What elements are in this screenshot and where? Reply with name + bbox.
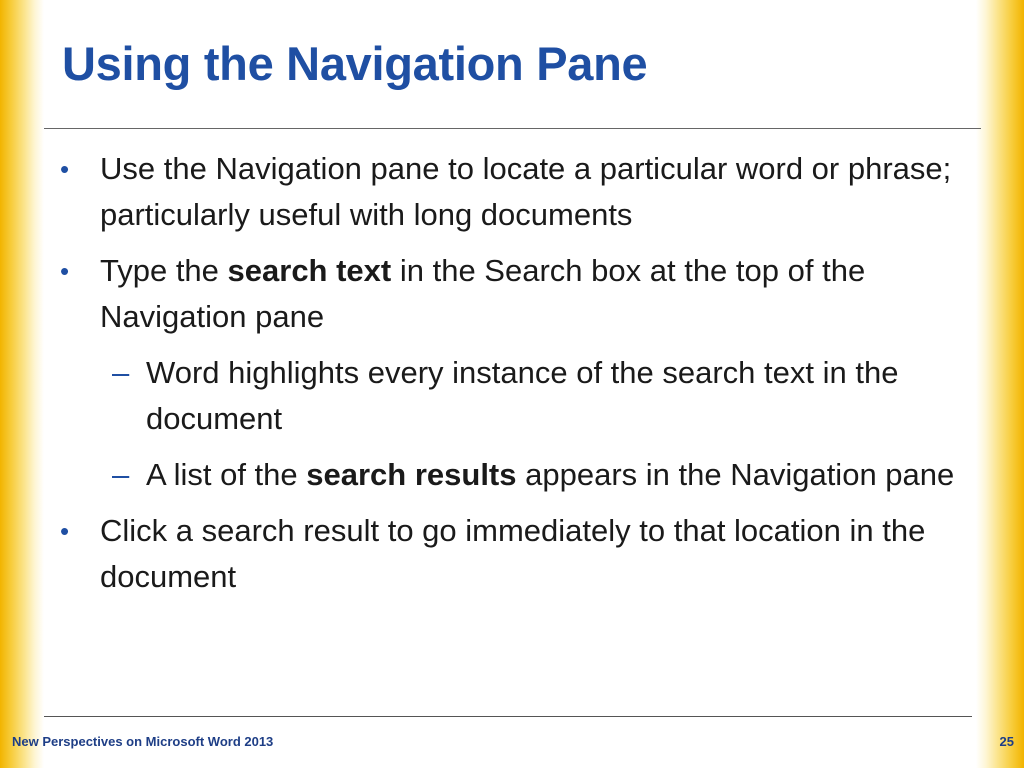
sub-bullet-marker: – <box>112 457 130 492</box>
bullet-text-after: in the Search box at the top of the Navigation pane <box>100 253 866 334</box>
bullet-text: Use the Navigation pane to locate a particular word or phrase; particularly useful with long documents <box>100 151 952 232</box>
slide-number: 25 <box>999 734 1014 749</box>
sub-bullet-marker: – <box>112 355 130 390</box>
footer-divider <box>44 716 972 717</box>
bullet-marker: • <box>60 256 70 286</box>
sub-bullet-text-after: appears in the Navigation pane <box>516 457 955 492</box>
sub-bullet-text: Word highlights every instance of the search text in the document <box>146 355 899 436</box>
footer-course-title: New Perspectives on Microsoft Word 2013 <box>12 734 274 749</box>
bullet-item <box>56 508 956 600</box>
sub-bullet-text-before: A list of the <box>146 457 307 492</box>
bullet-item <box>56 248 956 340</box>
right-gold-edge <box>976 0 1024 768</box>
sub-bullet-text-bold: search results <box>306 457 517 492</box>
bullet-item <box>56 146 956 238</box>
slide-title: Using the Navigation Pane <box>62 37 648 90</box>
left-gold-edge <box>0 0 44 768</box>
sub-bullet-item <box>56 452 956 498</box>
sub-bullet-item <box>56 350 956 442</box>
slide-body <box>56 146 956 610</box>
bullet-text-before: Type the <box>100 253 228 288</box>
bullet-marker: • <box>60 154 70 184</box>
bullet-text: Click a search result to go immediately to that location in the document <box>100 513 926 594</box>
bullet-text-bold: search text <box>227 253 392 288</box>
title-divider <box>44 128 981 129</box>
bullet-marker: • <box>60 516 70 546</box>
